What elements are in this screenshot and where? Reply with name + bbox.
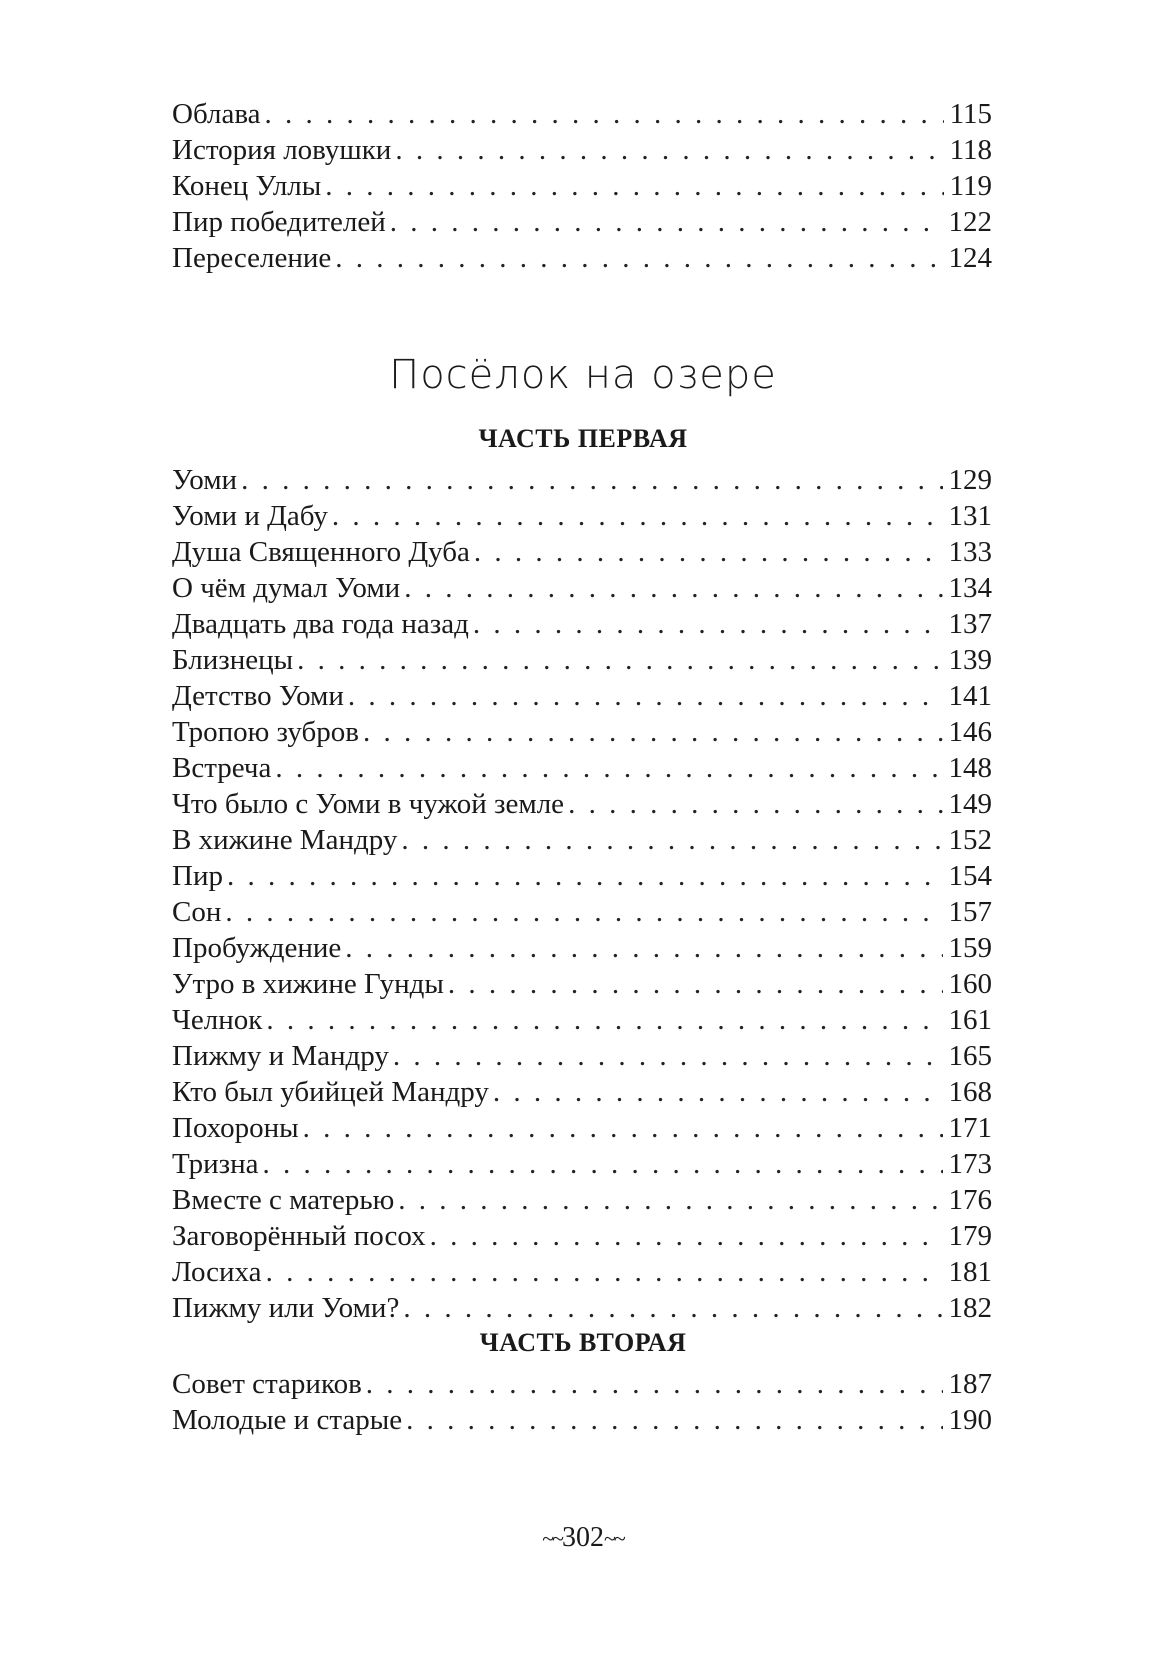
toc-entry-title: Уоми (172, 464, 238, 496)
toc-entry[interactable] (172, 642, 992, 678)
toc-entry-title: Вместе с матерью (172, 1184, 395, 1216)
dot-leader (366, 1366, 943, 1402)
part-one-heading: ЧАСТЬ ПЕРВАЯ (478, 424, 688, 453)
toc-entry-page: 118 (949, 134, 992, 166)
toc-entry[interactable] (172, 1074, 992, 1110)
dot-leader (303, 1110, 943, 1146)
toc-entry-page: 182 (948, 1292, 992, 1324)
toc-list-prev-section (172, 96, 992, 276)
dot-leader (363, 714, 943, 750)
toc-entry-title: Тропою зубров (172, 716, 359, 748)
toc-list-part-two (172, 1366, 992, 1438)
dot-leader (335, 240, 942, 276)
toc-entry-title: Сон (172, 896, 222, 928)
toc-entry[interactable] (172, 678, 992, 714)
dot-leader (332, 498, 943, 534)
toc-entry[interactable] (172, 1182, 992, 1218)
toc-entry-page: 134 (948, 572, 992, 604)
dot-leader (227, 858, 943, 894)
toc-entry-page: 176 (948, 1184, 992, 1216)
dot-leader (262, 1146, 942, 1182)
toc-entry-page: 146 (948, 716, 992, 748)
dot-leader (348, 678, 943, 714)
dot-leader (266, 1254, 943, 1290)
toc-entry[interactable] (172, 1366, 992, 1402)
toc-entry-title: Душа Священного Дуба (172, 536, 470, 568)
toc-entry[interactable] (172, 822, 992, 858)
toc-entry-title: Пир (172, 860, 223, 892)
toc-entry-page: 179 (948, 1220, 992, 1252)
toc-entry-title: Облава (172, 98, 261, 130)
toc-entry-page: 187 (948, 1368, 992, 1400)
toc-entry-page: 141 (948, 680, 992, 712)
toc-entry-title: Молодые и старые (172, 1404, 403, 1436)
dot-leader (448, 966, 943, 1002)
dot-leader (241, 462, 942, 498)
toc-entry-page: 154 (948, 860, 992, 892)
toc-entry-page: 115 (949, 98, 992, 130)
toc-entry[interactable] (172, 1038, 992, 1074)
toc-entry[interactable] (172, 240, 992, 276)
toc-entry-page: 122 (948, 206, 992, 238)
toc-entry-title: История ловушки (172, 134, 392, 166)
dot-leader (474, 534, 943, 570)
dot-leader (406, 1402, 942, 1438)
toc-entry-title: О чём думал Уоми (172, 572, 401, 604)
dot-leader (265, 96, 944, 132)
toc-entry-title: Тризна (172, 1148, 259, 1180)
toc-entry-page: 168 (948, 1076, 992, 1108)
toc-entry[interactable] (172, 894, 992, 930)
toc-entry[interactable] (172, 498, 992, 534)
book-title: Посёлок на озере (389, 352, 777, 398)
toc-entry-page: 131 (948, 500, 992, 532)
toc-entry[interactable] (172, 204, 992, 240)
dot-leader (473, 606, 943, 642)
toc-entry-title: Заговорённый посох (172, 1220, 426, 1252)
toc-entry-page: 152 (948, 824, 992, 856)
toc-entry-title: Пижму и Мандру (172, 1040, 389, 1072)
toc-entry-page: 149 (948, 788, 992, 820)
toc-entry[interactable] (172, 786, 992, 822)
toc-entry-page: 119 (949, 170, 992, 202)
toc-entry-title: Утро в хижине Гунды (172, 968, 444, 1000)
toc-entry-page: 173 (948, 1148, 992, 1180)
dot-leader (297, 642, 942, 678)
toc-entry-page: 165 (948, 1040, 992, 1072)
toc-entry-page: 190 (948, 1404, 992, 1436)
toc-entry-title: Близнецы (172, 644, 294, 676)
toc-entry-page: 148 (948, 752, 992, 784)
dot-leader (275, 750, 942, 786)
toc-entry-page: 139 (948, 644, 992, 676)
toc-entry-page: 157 (948, 896, 992, 928)
dot-leader (401, 822, 942, 858)
toc-entry-title: Похороны (172, 1112, 299, 1144)
toc-entry-title: Пробуждение (172, 932, 342, 964)
toc-entry[interactable] (172, 1254, 992, 1290)
toc-entry-title: Пижму или Уоми? (172, 1292, 400, 1324)
toc-entry[interactable] (172, 714, 992, 750)
wave-ornament-left: ~~ (542, 1526, 562, 1551)
toc-entry-page: 171 (948, 1112, 992, 1144)
toc-entry-page: 137 (948, 608, 992, 640)
dot-leader (398, 1182, 942, 1218)
dot-leader (403, 1290, 942, 1326)
toc-entry[interactable] (172, 1218, 992, 1254)
toc-entry[interactable] (172, 606, 992, 642)
toc-entry-title: Челнок (172, 1004, 263, 1036)
toc-entry-title: Уоми и Дабу (172, 500, 328, 532)
dot-leader (393, 1038, 943, 1074)
dot-leader (568, 786, 942, 822)
toc-entry[interactable] (172, 1402, 992, 1438)
dot-leader (395, 132, 943, 168)
dot-leader (225, 894, 942, 930)
toc-entry[interactable] (172, 1002, 992, 1038)
part-two-heading: ЧАСТЬ ВТОРАЯ (479, 1328, 687, 1357)
dot-leader (404, 570, 942, 606)
toc-entry[interactable] (172, 168, 992, 204)
toc-entry-page: 159 (948, 932, 992, 964)
dot-leader (493, 1074, 943, 1110)
toc-entry-title: Лосиха (172, 1256, 262, 1288)
toc-entry-title: Кто был убийцей Мандру (172, 1076, 489, 1108)
dot-leader (390, 204, 943, 240)
toc-entry[interactable] (172, 930, 992, 966)
toc-list-part-one (172, 462, 992, 1326)
toc-entry-title: Переселение (172, 242, 332, 274)
toc-entry-title: Конец Уллы (172, 170, 322, 202)
dot-leader (325, 168, 943, 204)
toc-entry-title: В хижине Мандру (172, 824, 398, 856)
wave-ornament-right: ~~ (604, 1526, 624, 1551)
toc-entry[interactable] (172, 858, 992, 894)
dot-leader (430, 1218, 943, 1254)
toc-entry[interactable] (172, 132, 992, 168)
toc-entry[interactable] (172, 1290, 992, 1326)
toc-entry[interactable] (172, 96, 992, 132)
toc-entry[interactable] (172, 462, 992, 498)
toc-entry[interactable] (172, 750, 992, 786)
page-number-footer (0, 1522, 1166, 1554)
toc-entry-title: Двадцать два года назад (172, 608, 469, 640)
toc-entry[interactable] (172, 966, 992, 1002)
toc-entry-title: Детство Уоми (172, 680, 344, 712)
toc-entry-page: 160 (948, 968, 992, 1000)
toc-entry-page: 161 (948, 1004, 992, 1036)
dot-leader (266, 1002, 942, 1038)
toc-entry-title: Пир победителей (172, 206, 386, 238)
toc-entry-page: 129 (948, 464, 992, 496)
toc-entry-page: 133 (948, 536, 992, 568)
dot-leader (345, 930, 942, 966)
page-number: 302 (562, 1522, 604, 1553)
toc-entry-title: Что было с Уоми в чужой земле (172, 788, 565, 820)
toc-entry[interactable] (172, 570, 992, 606)
toc-entry-title: Совет стариков (172, 1368, 362, 1400)
toc-entry-page: 181 (948, 1256, 992, 1288)
toc-entry[interactable] (172, 534, 992, 570)
toc-entry[interactable] (172, 1146, 992, 1182)
toc-entry-page: 124 (948, 242, 992, 274)
toc-entry[interactable] (172, 1110, 992, 1146)
toc-entry-title: Встреча (172, 752, 272, 784)
